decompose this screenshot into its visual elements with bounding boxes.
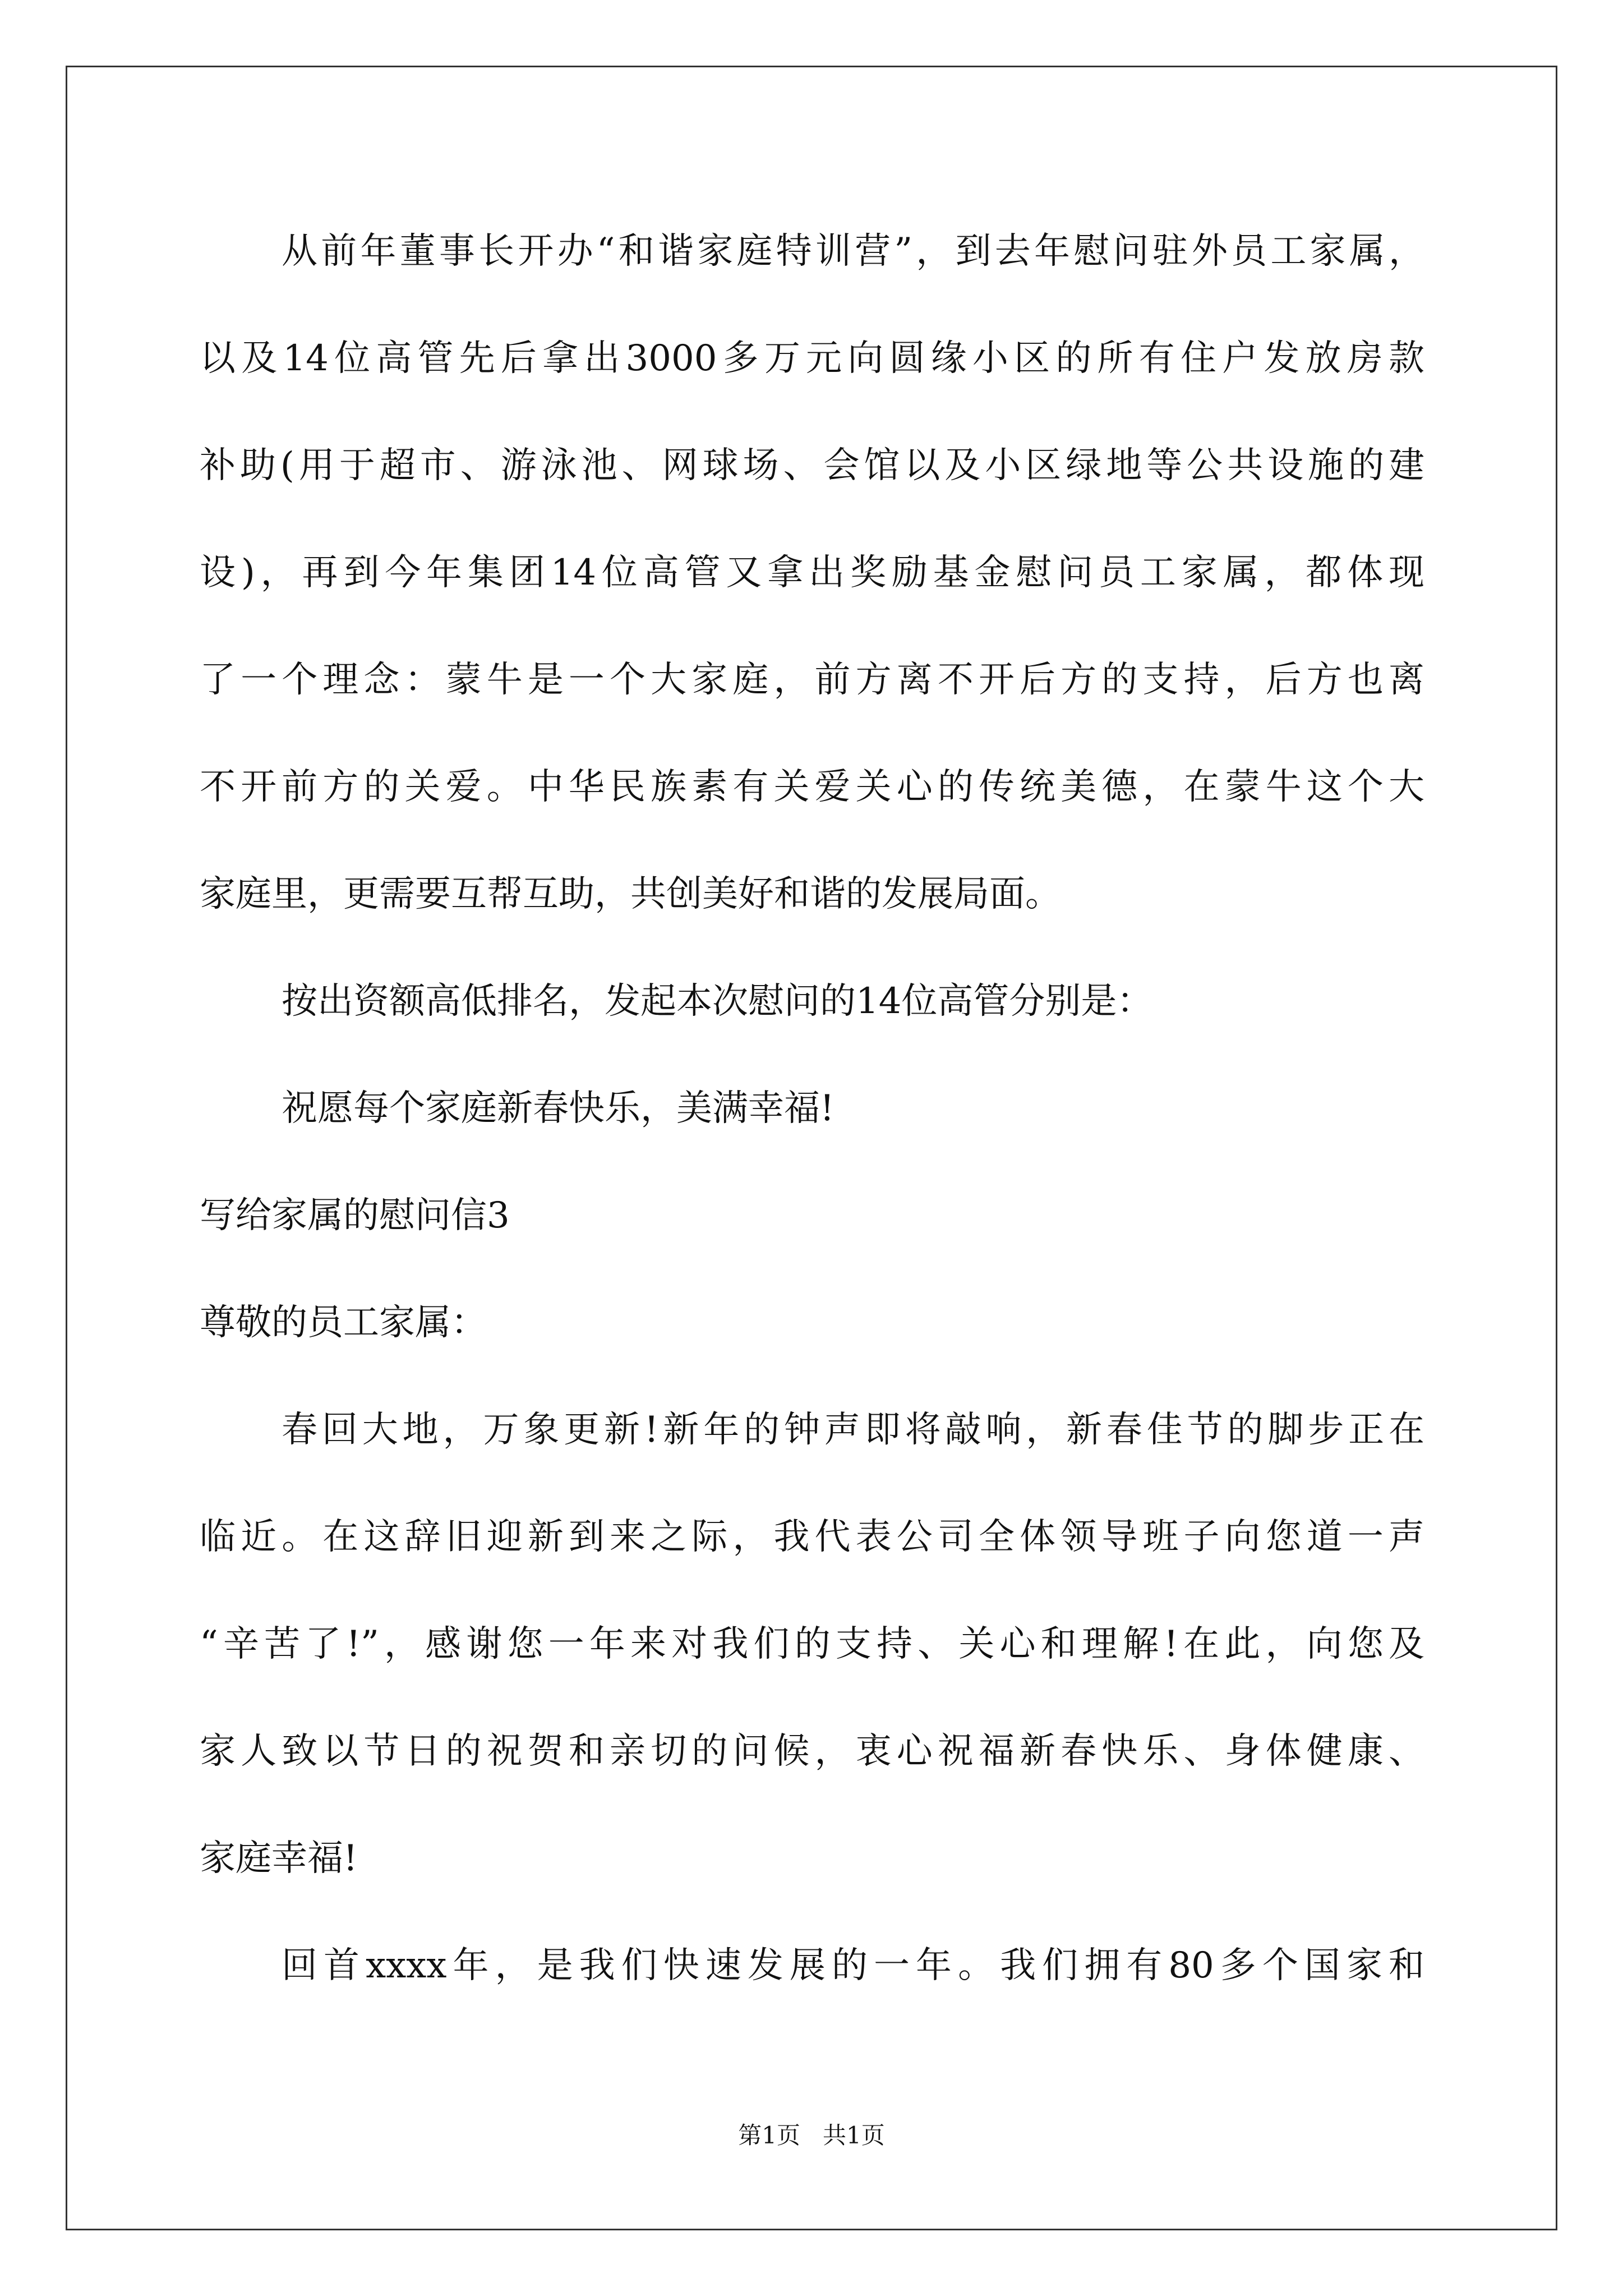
paragraph-line: 回首xxxx年，是我们快速发展的一年。我们拥有80多个国家和	[282, 1945, 1424, 1986]
page-number: 第1页	[738, 2122, 800, 2149]
paragraph-line: 设)，再到今年集团14位高管又拿出奖励基金慰问员工家属，都体现	[200, 552, 1424, 593]
document-body	[200, 198, 1424, 2019]
paragraph-line: 家庭幸福!	[200, 1838, 358, 1879]
paragraph-line: 春回大地，万象更新!新年的钟声即将敲响，新春佳节的脚步正在	[282, 1409, 1424, 1451]
page-footer	[0, 2119, 1623, 2152]
paragraph-line: 家人致以节日的祝贺和亲切的问候，衷心祝福新春快乐、身体健康、	[200, 1731, 1424, 1772]
paragraph-line: 祝愿每个家庭新春快乐，美满幸福!	[282, 1088, 834, 1129]
paragraph-line: 了一个理念：蒙牛是一个大家庭，前方离不开后方的支持，后方也离	[200, 659, 1424, 701]
paragraph-line: 以及14位高管先后拿出3000多万元向圆缘小区的所有住户发放房款	[200, 338, 1424, 379]
paragraph-line: 从前年董事长开办“和谐家庭特训营”，到去年慰问驻外员工家属，	[282, 231, 1424, 272]
paragraph-line: 不开前方的关爱。中华民族素有关爱关心的传统美德，在蒙牛这个大	[200, 766, 1424, 808]
section-heading: 写给家属的慰问信3	[200, 1195, 510, 1236]
paragraph-line: 家庭里，更需要互帮互助，共创美好和谐的发展局面。	[200, 873, 1061, 915]
salutation: 尊敬的员工家属：	[200, 1302, 487, 1343]
paragraph-line: 临近。在这辞旧迎新到来之际，我代表公司全体领导班子向您道一声	[200, 1516, 1424, 1558]
paragraph-line: 补助(用于超市、游泳池、网球场、会馆以及小区绿地等公共设施的建	[200, 445, 1424, 486]
paragraph-line: “辛苦了!”，感谢您一年来对我们的支持、关心和理解!在此，向您及	[200, 1623, 1424, 1665]
paragraph-line: 按出资额高低排名，发起本次慰问的14位高管分别是：	[282, 981, 1153, 1022]
page-total: 共1页	[823, 2122, 885, 2149]
